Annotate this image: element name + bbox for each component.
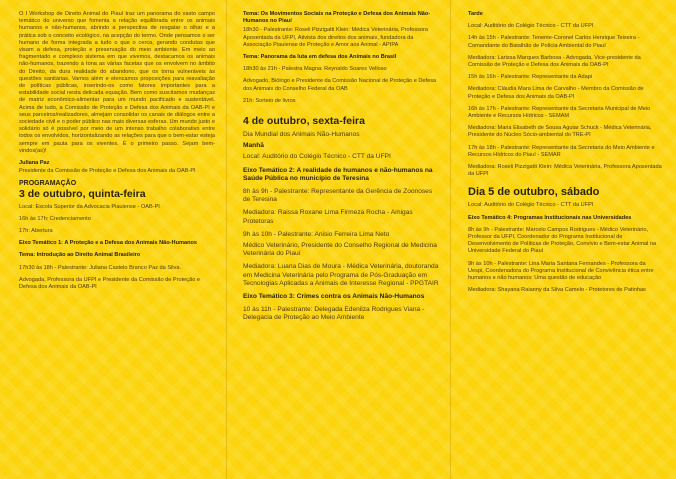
afternoon-talk3: 16h às 17h - Palestrante: Representante da Secretaria Municipal de Meio Ambiente e Recursos Hídricos - SEMAM [468,105,651,120]
day3-mod: Mediadora: Shayana Raianny da Silva Camelo - Protetores de Patinhas [468,287,646,294]
theme-social-movements: Tema: Os Movimentos Sociais na Proteção e Defesa dos Animais Não-Humanos no Piauí [243,11,431,25]
axis4-title: Eixo Temático 4: Programas Institucionais nas Universidades [468,214,632,221]
program-heading: PROGRAMAÇÃO [19,180,77,188]
afternoon-mod1: Mediadora: Larissa Marques Barbosa - Advogada, Vice-presidente da Comissão de Proteção e Defesa dos Animais da OAB-PI [468,54,641,69]
axis2-title: Eixo Temático 2: A realidade de humanos e não-humanos na Saúde Pública no município de Teresina [243,166,433,182]
afternoon-mod2: Mediadora: Cláudia Mara Lima de Carvalho - Membro da Comissão de Proteção e Defesa dos Animais da OAB-PI [468,86,644,100]
afternoon-location: Local: Auditório do Colégio Técnico - CTT da UFPI [468,23,594,30]
day1-location: Local: Escola Superior da Advocacia Piauiense - OAB-PI [19,203,160,210]
day1-item: 16h às 17h: Credenciamento [19,215,91,222]
signature-name: Juliana Paz [19,160,50,167]
day2-location: Local: Auditório do Colégio Técnico - CTT da UFPI [243,153,391,161]
day2-mod2: Mediadora: Luana Dias de Moura - Médica Veterinária, doutoranda em Medicina Veterinária pelo Programa de Pós-Graduação em Tecnologias Aplicadas a Animais de Interesse Regional - PPGTAIR [243,263,439,287]
talk-magna: 18h30 às 21h - Palestra Magna: Reynaldo Soares Velloso [243,66,387,73]
day2-subtitle: Dia Mundial dos Animais Não-Humanos [243,131,360,139]
bio-reynaldo: Advogado, Biólogo e Presidente da Comissão Nacional de Proteção e Defesa dos Animais do Conselho Federal da OAB [243,78,437,92]
day2-title: 4 de outubro, sexta-feira [243,115,365,128]
axis3-title: Eixo Temático 3: Crimes contra os Animais Não-Humanos [243,293,425,301]
signature-role: Presidente da Comissão de Proteção e Defesa dos Animais da OAB-PI [19,168,196,175]
column-intro [19,11,215,296]
day1-item: 17h: Abertura [19,228,53,235]
raffle: 21h: Sorteio de livros [243,97,296,104]
day3-title: Dia 5 de outubro, sábado [468,186,600,199]
theme-panorama: Tema: Panorama da luta em defesa dos Animais no Brasil [243,54,397,61]
day2-period: Manhã [243,142,264,150]
fold-line-left [226,0,227,479]
day2-talk2: 9h às 10h - Palestrante: Anisio Ferreira Lima Neto [243,230,390,238]
talk-roseli: 18h30 - Palestrante: Roseli Pizzigatti Klein: Médica Veterinária, Professora Aposentada da UFPI, Ativista dos direitos dos animais, fundadora da Associação Piauiense de Proteção e Amor aos Animal - APIPA [243,27,428,48]
intro-text: O I Workshop de Direito Animal do Piauí traz um panorama do vasto campo temático do universo que fomenta a relação equilibrada entre os animais humanos e não-humanos, abrindo a perspectiva de resgatar o olhar e a prática sob o conceito ecológico, na acepção do termo. Onde pensamos o ser humano de forma integrada a tudo o que o cerca, gerando condutas que visam a defesa, proteção e preservação do meio ambiente. Em meio ao fragmentado e complexo sistema em que vivemos, destacamos os animais não-humanos, trazendo à tona as várias facetas que os envolvem no âmbito do Direito, da dura realidade do abandono, que os torna vulneráveis às questões sanitárias. Vamos além e elencamos proposições para reavaliação de políticas públicas, inserindo-os como fatores importantes para a estabilidade social nesta delicada equação. Bem como suscitamos mudanças de matriz econômico-alimentar para um mundo pacificado e sustentável. Acima de tudo, a Comissão de Proteção e Defesa dos Animais da OAB-PI e seus parceiros/realizadores, almejam consolidar os canais de diálogos entre a sociedade civil e o poder público nas mais diversas esferas. Um mundo justo e solidário só é possível por meio de um intenso trabalho colaborativo entre todos os envolvidos, horizontalizando as relações para que o bem-estar esteja sempre em pauta para os viventes. É o primeiro passo. Sejam bem-vindos(as)! [19,11,215,154]
day3-talk2: 9h às 10h - Palestrante: Lina Maria Santana Fernandes - Professora da Uespi, Coordenadora do Programa Institucional de Convivência ética entre humanos e não humanos: Uma questão de educação [468,260,654,282]
column-day2-afternoon [468,11,662,299]
axis1-title: Eixo Temático 1: A Proteção e a Defesa dos Animais Não-Humanos [19,240,198,247]
day1-theme: Tema: Introdução ao Direito Animal Brasileiro [19,252,141,259]
day2-bio2: Médico Veterinário, Presidente do Conselho Regional de Medicina Veterinária do Piauí [243,242,437,258]
afternoon-talk2: 15h às 16h - Palestrante: Representante da Adapi [468,74,593,81]
column-day2 [243,11,439,328]
day3-location: Local: Auditório do Colégio Técnico - CTT da UFPI [468,202,594,209]
day1-bio: Advogada, Professora da UFPI e Presidente da Comissão de Proteção e Defesa dos Animais da OAB-PI [19,276,200,291]
afternoon-period: Tarde [468,11,483,17]
afternoon-mod3: Mediadora: Maria Elisabeth de Sousa Aguiar Schuck - Médica Veterinária, Presidente do Núcleo Sócio-ambiental do TRE-PI [468,125,652,139]
day2-mod1: Mediadora: Raissa Roxane Lima Firmeza Rocha - Amigas Protetoras [243,209,413,225]
afternoon-mod4: Mediadora: Roseli Pizzigatti Klein: Médica Veterinária, Professora Aposentada da UFPI [468,164,662,178]
day3-talk1: 8h às 9h - Palestrante: Marcelo Campos Rodrigues - Médico Veterinário, Professor da UFPI, Coordenador do Programa Institucional de Desenvolvimento de Políticas de Proteção, Convívio e Bem-estar Animal na Universidade Federal do Piauí [468,226,657,255]
day1-title: 3 de outubro, quinta-feira [19,187,146,200]
day1-talk: 17h30 às 18h - Palestrante: Juliana Castelo Branco Paz da Silva. [19,264,182,271]
day2-talk3: 10 às 11h - Palestrante: Delegada Edenilza Rodrigues Viana - Delegacia de Proteção ao Meio Ambiente [243,306,425,322]
day2-talk1: 8h às 9h - Palestrante: Representante da Gerência de Zoonoses de Teresina [243,188,433,204]
afternoon-talk4: 17h às 18h - Palestrante: Representante da Secretaria do Meio Ambiente e Recursos Hídricos do Piauí - SEMAR [468,144,655,158]
fold-line-right [450,0,451,479]
afternoon-talk1: 14h às 15h - Palestrante: Tenente-Coronel Carlos Henrique Teixeira - Comandante do Batalhão de Polícia Ambiental do Piauí [468,35,640,49]
